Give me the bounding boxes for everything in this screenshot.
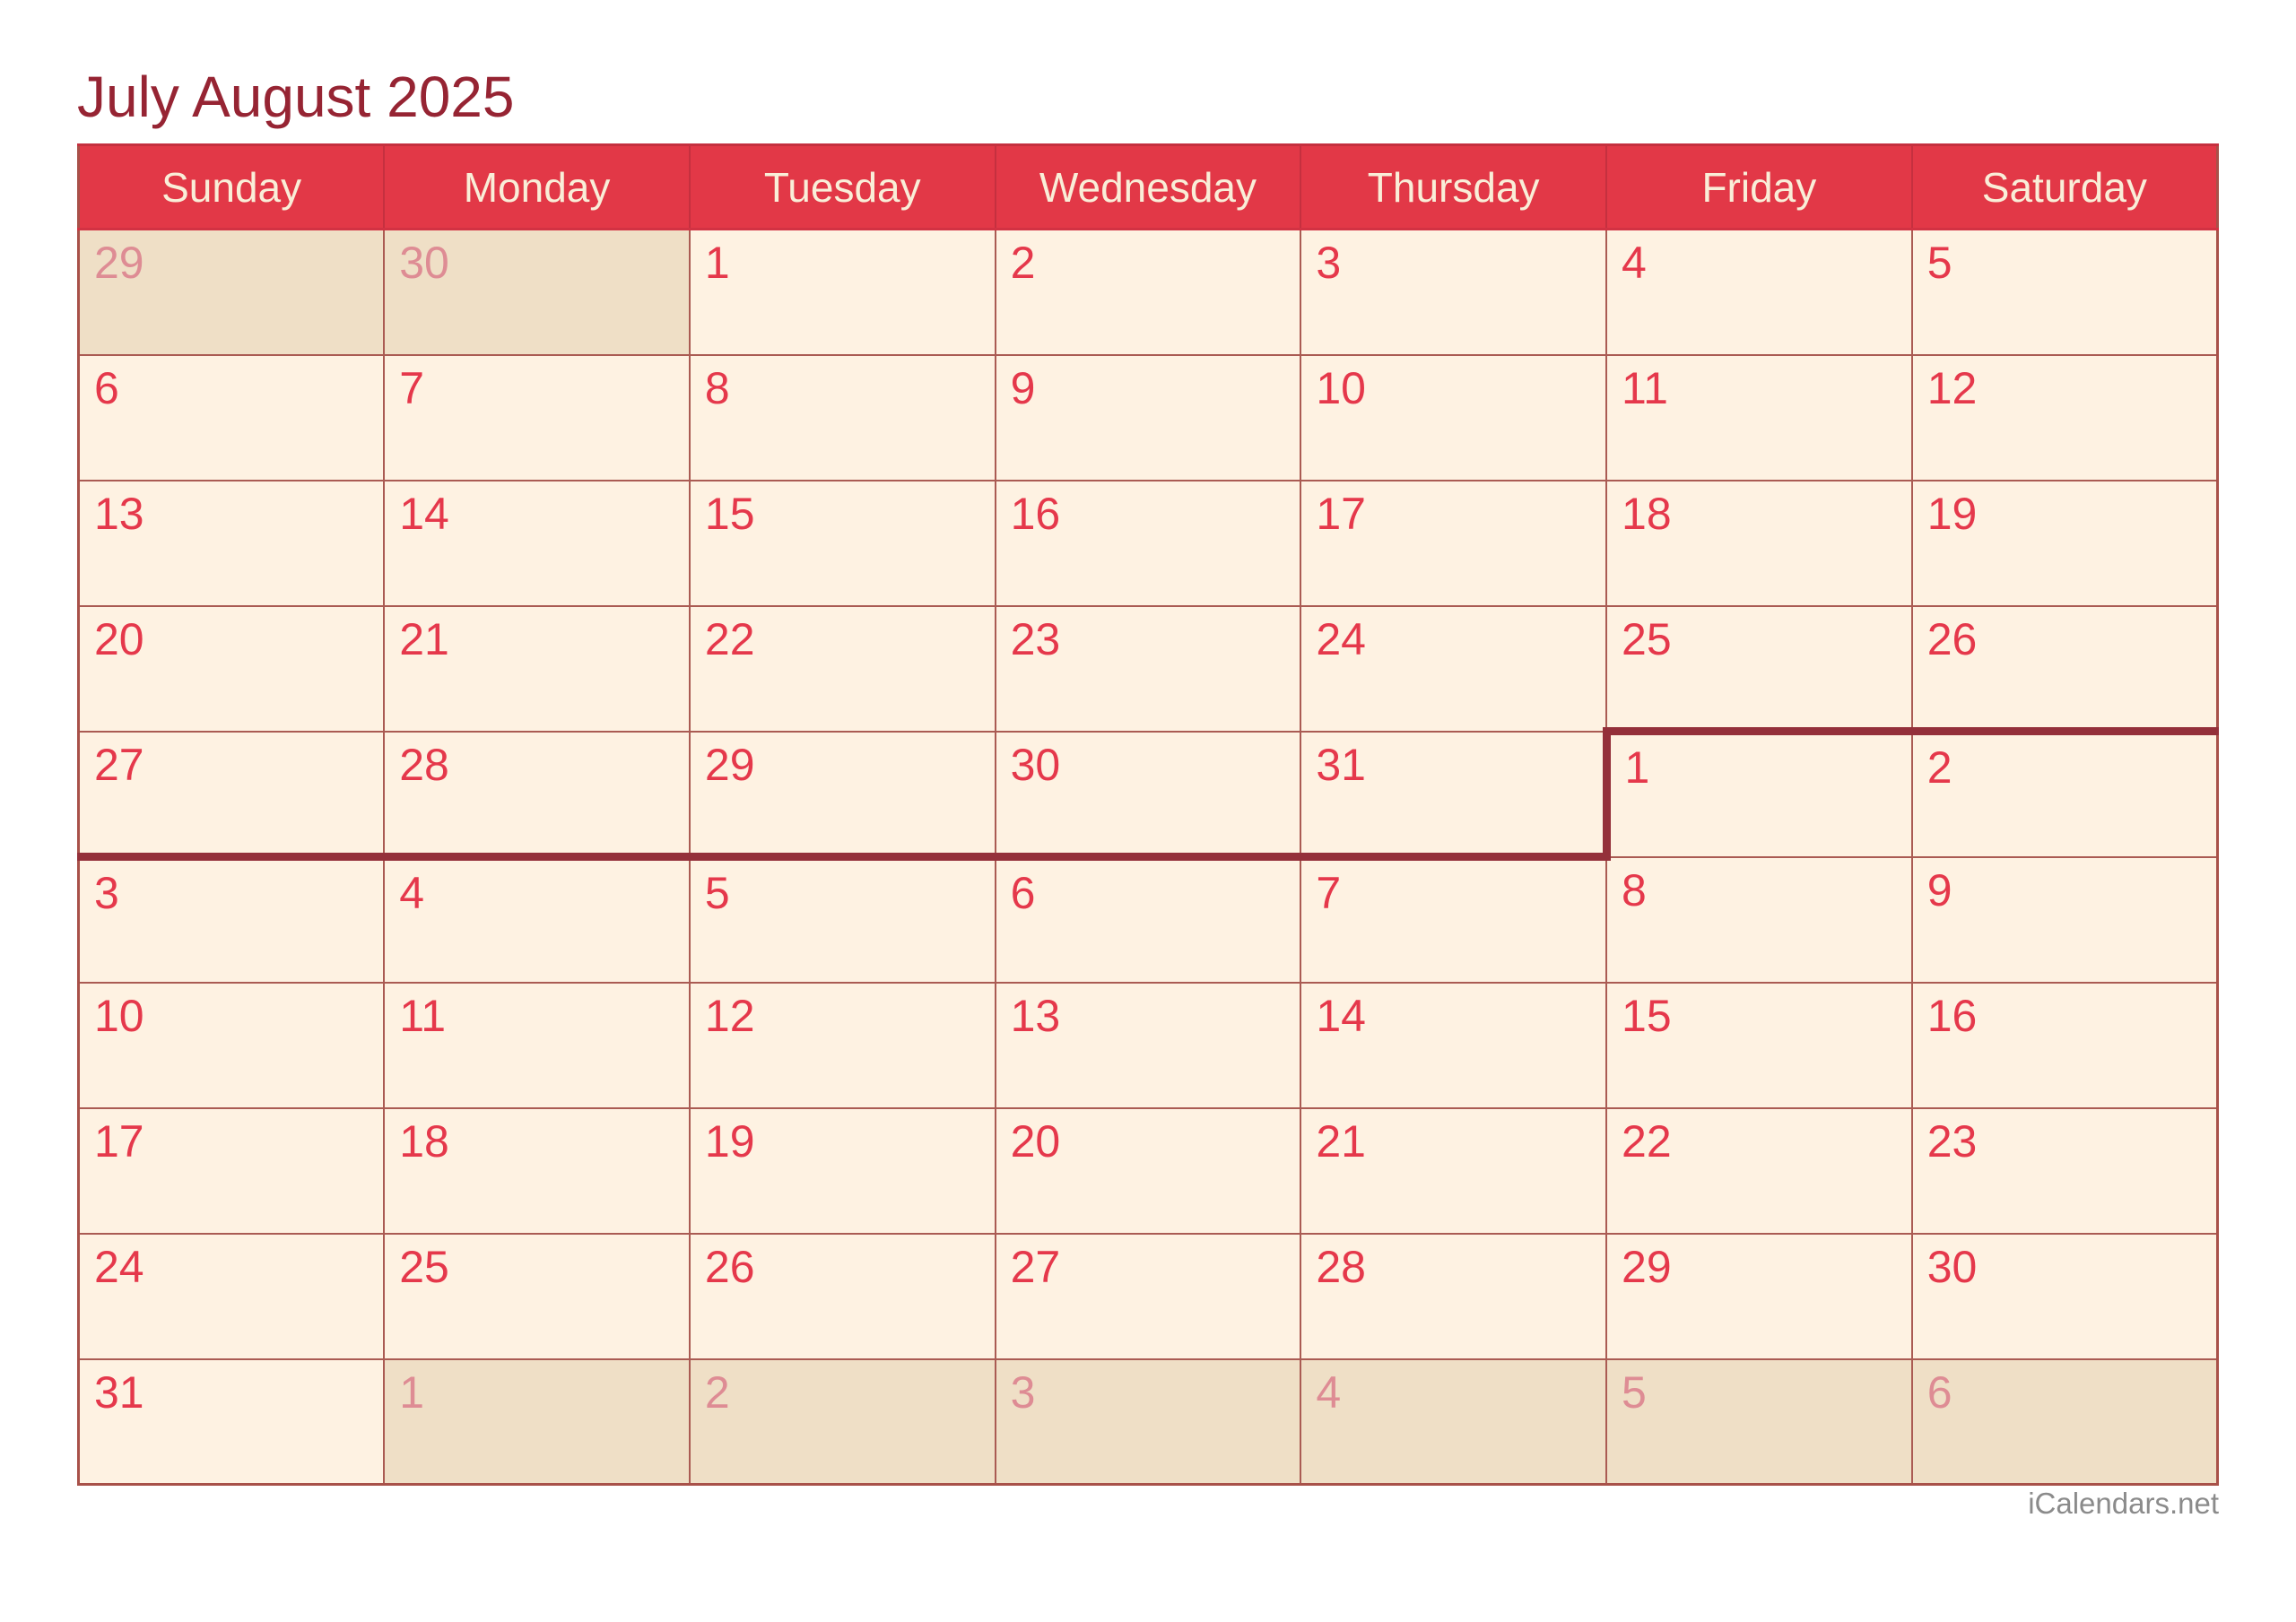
weekday-header-thursday: Thursday: [1300, 145, 1606, 230]
week-row: [79, 857, 2218, 983]
day-cell: 25: [384, 1234, 690, 1359]
day-cell: 21: [1300, 1108, 1606, 1234]
week-row: [79, 230, 2218, 355]
day-cell: 11: [384, 983, 690, 1108]
day-cell: 13: [996, 983, 1301, 1108]
day-cell: 17: [1300, 481, 1606, 606]
day-cell-adjacent-month: 6: [1912, 1359, 2218, 1485]
day-cell: 23: [996, 606, 1301, 732]
day-cell: 31: [79, 1359, 385, 1485]
week-row: [79, 983, 2218, 1108]
day-cell: 24: [79, 1234, 385, 1359]
weekday-header-row: [79, 145, 2218, 230]
day-cell-adjacent-month: 1: [384, 1359, 690, 1485]
day-cell: 20: [996, 1108, 1301, 1234]
week-row: [79, 1108, 2218, 1234]
day-cell: 30: [1912, 1234, 2218, 1359]
day-cell: 27: [79, 732, 385, 857]
day-cell: 9: [1912, 857, 2218, 983]
calendar-body: [79, 230, 2218, 1485]
weekday-header-wednesday: Wednesday: [996, 145, 1301, 230]
day-cell: 15: [690, 481, 996, 606]
day-cell: 18: [1606, 481, 1912, 606]
weekday-header-tuesday: Tuesday: [690, 145, 996, 230]
day-cell-adjacent-month: 3: [996, 1359, 1301, 1485]
day-cell: 3: [1300, 230, 1606, 355]
day-cell: 19: [1912, 481, 2218, 606]
day-cell: 8: [690, 355, 996, 481]
weekday-header-friday: Friday: [1606, 145, 1912, 230]
day-cell: 14: [1300, 983, 1606, 1108]
day-cell: 28: [1300, 1234, 1606, 1359]
day-cell: 6: [79, 355, 385, 481]
day-cell: 10: [79, 983, 385, 1108]
week-row: [79, 732, 2218, 857]
calendar-header: [79, 145, 2218, 230]
day-cell: 23: [1912, 1108, 2218, 1234]
day-cell: 2: [1912, 732, 2218, 857]
day-cell: 27: [996, 1234, 1301, 1359]
week-row: [79, 1359, 2218, 1485]
day-cell: 3: [79, 857, 385, 983]
day-cell: 4: [1606, 230, 1912, 355]
day-cell: 5: [1912, 230, 2218, 355]
week-row: [79, 1234, 2218, 1359]
day-cell-adjacent-month: 30: [384, 230, 690, 355]
day-cell: 11: [1606, 355, 1912, 481]
footer-site-link[interactable]: iCalendars.net: [2028, 1487, 2219, 1520]
day-cell: 14: [384, 481, 690, 606]
day-cell: 29: [690, 732, 996, 857]
weekday-header-monday: Monday: [384, 145, 690, 230]
day-cell: 22: [1606, 1108, 1912, 1234]
day-cell: 16: [1912, 983, 2218, 1108]
day-cell: 8: [1606, 857, 1912, 983]
day-cell: 5: [690, 857, 996, 983]
weekday-header-saturday: Saturday: [1912, 145, 2218, 230]
day-cell: 9: [996, 355, 1301, 481]
day-cell: 22: [690, 606, 996, 732]
day-cell-adjacent-month: 2: [690, 1359, 996, 1485]
day-cell: 13: [79, 481, 385, 606]
day-cell: 2: [996, 230, 1301, 355]
day-cell: 7: [384, 355, 690, 481]
day-cell: 20: [79, 606, 385, 732]
day-cell: 7: [1300, 857, 1606, 983]
day-cell-adjacent-month: 5: [1606, 1359, 1912, 1485]
week-row: [79, 606, 2218, 732]
day-cell: 26: [690, 1234, 996, 1359]
day-cell: 6: [996, 857, 1301, 983]
day-cell: 29: [1606, 1234, 1912, 1359]
day-cell: 28: [384, 732, 690, 857]
day-cell-adjacent-month: 29: [79, 230, 385, 355]
calendar-table: [77, 143, 2219, 1486]
day-cell: 24: [1300, 606, 1606, 732]
day-cell: 12: [690, 983, 996, 1108]
day-cell: 10: [1300, 355, 1606, 481]
day-cell: 25: [1606, 606, 1912, 732]
day-cell: 12: [1912, 355, 2218, 481]
day-cell: 1: [690, 230, 996, 355]
day-cell: 30: [996, 732, 1301, 857]
day-cell: 19: [690, 1108, 996, 1234]
week-row: [79, 481, 2218, 606]
day-cell: 21: [384, 606, 690, 732]
day-cell: 17: [79, 1108, 385, 1234]
day-cell: 15: [1606, 983, 1912, 1108]
day-cell-adjacent-month: 4: [1300, 1359, 1606, 1485]
weekday-header-sunday: Sunday: [79, 145, 385, 230]
day-cell: 18: [384, 1108, 690, 1234]
week-row: [79, 355, 2218, 481]
day-cell: 16: [996, 481, 1301, 606]
page-title: July August 2025: [77, 65, 515, 129]
day-cell: 1: [1606, 732, 1912, 857]
day-cell: 4: [384, 857, 690, 983]
day-cell: 26: [1912, 606, 2218, 732]
day-cell: 31: [1300, 732, 1606, 857]
